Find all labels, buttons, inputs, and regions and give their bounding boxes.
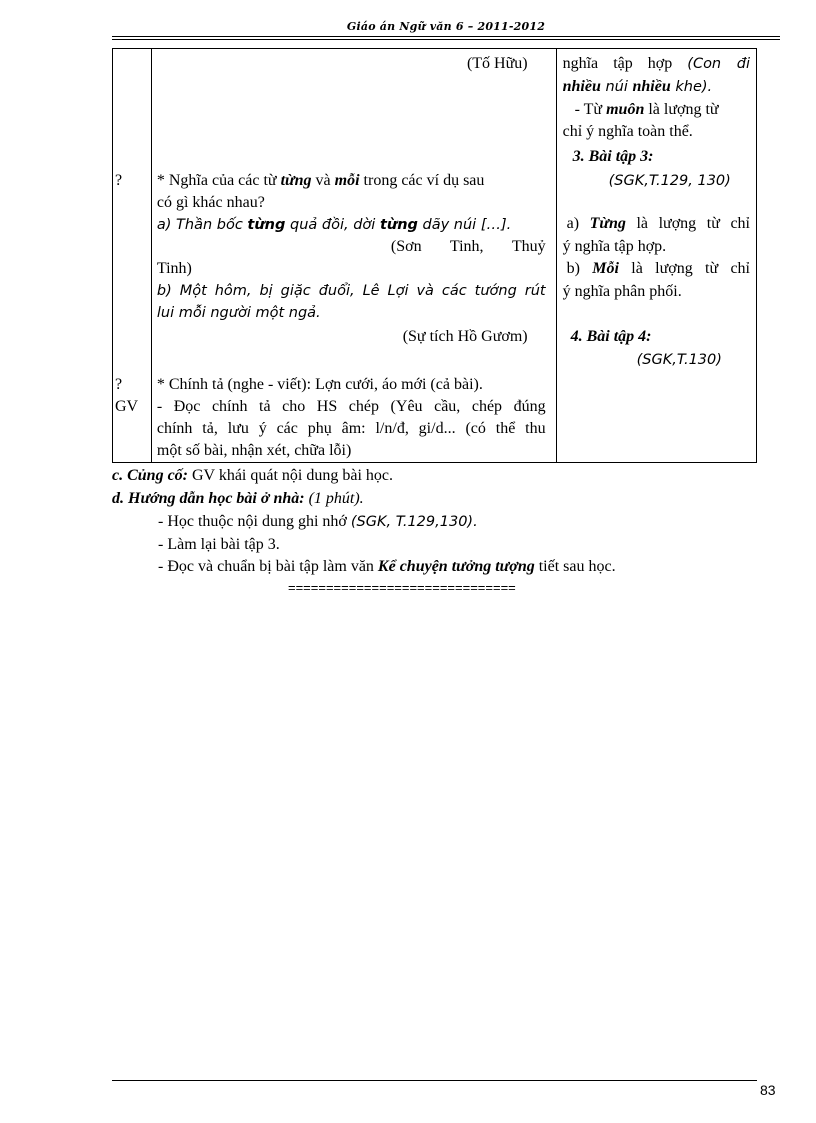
homework-item-1 — [158, 511, 478, 533]
lesson-table — [112, 48, 757, 463]
keyword-nhieu: nhiều — [632, 78, 671, 95]
text: (Con đi — [687, 56, 751, 72]
homework-label: d. Hướng dẫn học bài ở nhà: — [112, 490, 305, 507]
homework-item-3 — [158, 556, 616, 578]
text: trong các ví dụ sau — [359, 172, 485, 189]
dictation-title: * Chính tả (nghe - viết): Lợn cưới, áo mới (cả bài). — [156, 376, 483, 393]
text: (1 phút). — [304, 490, 364, 507]
page-number: 83 — [760, 1082, 776, 1098]
text: nghĩa tập hợp — [562, 55, 688, 72]
answer-line-3 — [575, 99, 719, 121]
section-separator: ============================== — [288, 580, 516, 595]
dictation-instruction-line2: chính tả, lưu ý các phụ âm: l/n/đ, gi/d... (có thể thu — [156, 420, 546, 437]
question-mark-2: ? — [115, 376, 123, 393]
text: - Học thuộc nội dung ghi nhớ — [158, 513, 351, 530]
text: là lượng từ — [644, 101, 719, 118]
exercise3-reference: (SGK,T.129, 130) — [608, 173, 731, 189]
source-ho-guom: (Sự tích Hồ Gươm) — [402, 328, 528, 345]
homework-heading — [112, 488, 364, 510]
dictation-instruction-line3: một số bài, nhận xét, chữa lỗi) — [156, 442, 352, 459]
answer-line-4: chỉ ý nghĩa toàn thể. — [562, 123, 693, 140]
text: a) Thần bốc — [156, 217, 248, 233]
text: núi — [600, 79, 633, 95]
text: * Nghĩa của các từ — [156, 172, 281, 189]
text: (SGK, T.129,130). — [350, 514, 478, 530]
answer-a — [567, 213, 750, 235]
exercise3-question-line2: có gì khác nhau? — [156, 194, 265, 211]
text: khe). — [670, 79, 713, 95]
text: quả đồi, dời — [285, 217, 380, 233]
header-rule — [112, 36, 780, 37]
keyword-title: Kể chuyện tưởng tượng — [377, 558, 535, 575]
text: a) — [566, 215, 590, 232]
keyword-tung: từng — [247, 217, 286, 233]
exercise4-reference: (SGK,T.130) — [636, 352, 722, 368]
page-header: Giáo án Ngữ văn 6 – 2011-2012 — [346, 20, 546, 33]
keyword-moi: mỗi — [334, 172, 360, 189]
exercise3-title: 3. Bài tập 3: — [572, 148, 654, 165]
dictation-instruction: - Đọc chính tả cho HS chép (Yêu cầu, chép đúng — [156, 398, 546, 415]
column-activities — [151, 49, 556, 463]
answer-a-line2: ý nghĩa tập hợp. — [562, 238, 667, 255]
keyword-tung: Từng — [589, 215, 626, 232]
text: là lượng từ chỉ — [625, 215, 750, 232]
consolidation-label: c. Củng cố: — [112, 467, 188, 484]
column-answers — [556, 49, 756, 463]
answer-line-1 — [563, 53, 750, 75]
header-rule-double — [112, 39, 780, 40]
keyword-muon: muôn — [606, 101, 645, 118]
text: dãy núi […]. — [417, 217, 512, 233]
source-son-tinh-line2: Tinh) — [156, 260, 192, 277]
homework-item-2: - Làm lại bài tập 3. — [158, 536, 280, 553]
question-mark-1: ? — [115, 172, 123, 189]
answer-b — [567, 258, 750, 280]
text: GV khái quát nội dung bài học. — [188, 467, 394, 484]
answer-line-2 — [563, 76, 713, 98]
text: - Đọc và chuẩn bị bài tập làm văn — [158, 558, 378, 575]
teacher-mark: GV — [115, 398, 139, 415]
exercise4-title: 4. Bài tập 4: — [570, 328, 652, 345]
text: và — [311, 172, 335, 189]
example-b-line2: lui mỗi người một ngả. — [156, 305, 321, 321]
exercise3-question — [157, 170, 485, 192]
footer-rule — [112, 1080, 757, 1081]
text: là lượng từ chỉ — [618, 260, 751, 277]
keyword-tung: từng — [280, 172, 312, 189]
answer-b-line2: ý nghĩa phân phối. — [562, 283, 682, 300]
text: - Từ — [574, 101, 607, 118]
column-marks — [113, 49, 152, 463]
example-b: b) Một hôm, bị giặc đuổi, Lê Lợi và các tướng rút — [156, 283, 546, 299]
text: tiết sau học. — [534, 558, 616, 575]
author-to-huu: (Tố Hữu) — [466, 55, 528, 72]
text: b) — [566, 260, 593, 277]
example-a — [157, 214, 511, 236]
keyword-tung: từng — [379, 217, 418, 233]
keyword-moi: Mỗi — [592, 260, 619, 277]
source-son-tinh: (Sơn Tinh, Thuỷ — [390, 238, 546, 255]
keyword-nhieu: nhiều — [562, 78, 601, 95]
consolidation-line — [112, 465, 393, 487]
